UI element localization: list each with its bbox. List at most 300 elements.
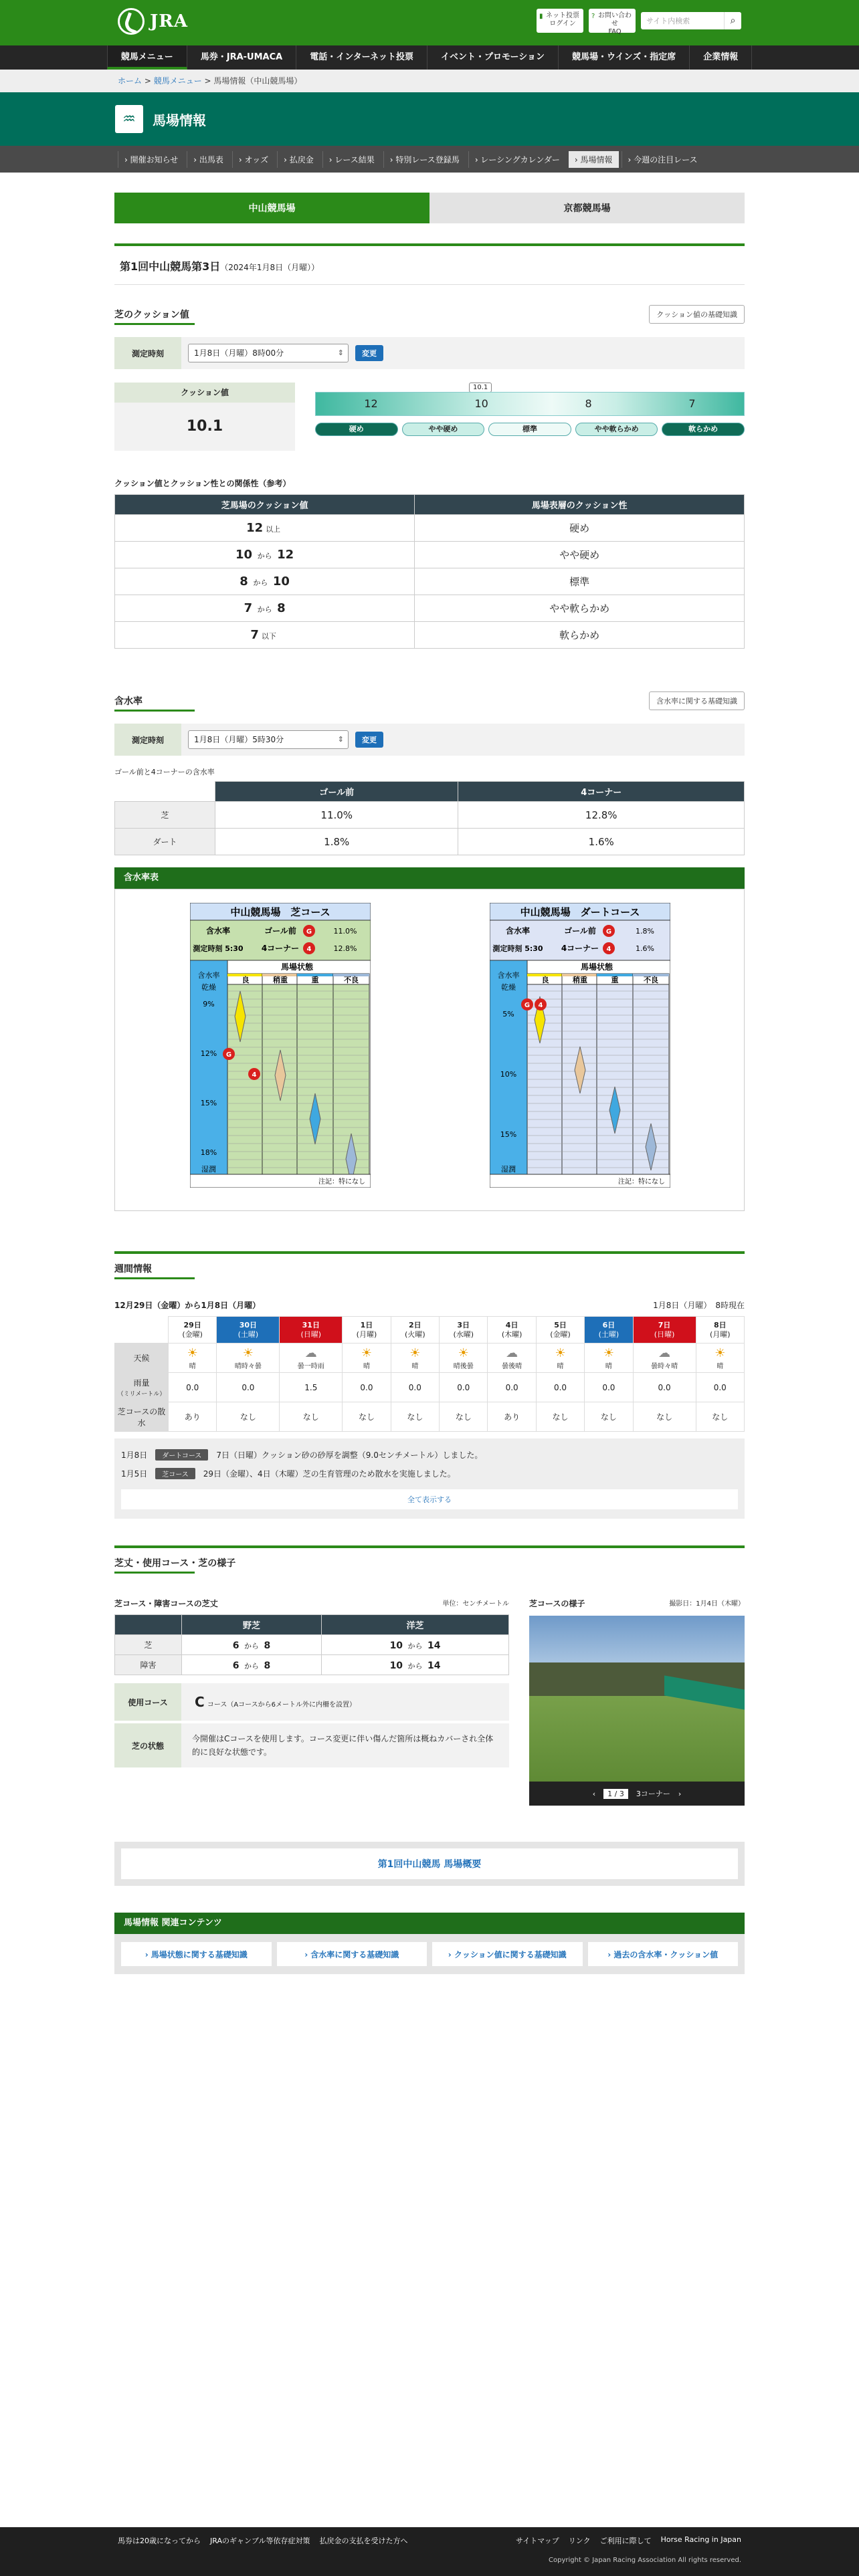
- col-head: 良: [541, 976, 549, 984]
- dry-label: 乾燥: [201, 983, 216, 992]
- footer-link[interactable]: 払戻金の支払を受けた方へ: [319, 2537, 408, 2545]
- goal-badge-text: G: [605, 928, 612, 936]
- turf-row: [115, 1655, 509, 1675]
- cushion-table: 芝馬場のクッション値 馬場表層のクッション性 12 以上 硬め 10 から 12 やや硬め 8 から 10 標準 7 から 8 やや軟らかめ 7 以下 軟らかめ: [114, 494, 745, 649]
- rain-cell: 0.0: [633, 1373, 696, 1402]
- cushion-table-row: [115, 515, 745, 542]
- cushion-tick: 12: [364, 397, 378, 410]
- cushion-feel: やや硬め: [415, 542, 745, 568]
- height-from: から: [405, 1661, 425, 1671]
- turf-height-table: 野芝 洋芝 芝 6 から 8 10 から 14 障害 6 から 8 10 から 14: [114, 1614, 509, 1675]
- day-date: 30日: [239, 1320, 258, 1329]
- range-from: から: [255, 605, 275, 614]
- corner-badge-text: 4: [606, 946, 611, 953]
- related-link-1[interactable]: › 含水率に関する基礎知識: [277, 1942, 427, 1966]
- cushion-range: [115, 542, 415, 568]
- weather-text: 曇一時雨: [297, 1362, 324, 1370]
- moisture-corner: 1.6%: [458, 829, 745, 855]
- state-label: 馬場状態: [280, 962, 314, 972]
- cushion-heading: 芝のクッション値: [114, 308, 745, 325]
- tick-label: 18%: [200, 1148, 217, 1157]
- rain-cell: 0.0: [585, 1373, 633, 1402]
- cushion-feel: 硬め: [415, 515, 745, 542]
- footer-link[interactable]: Horse Racing in Japan: [660, 2535, 741, 2544]
- info-goal-value: 11.0%: [333, 927, 357, 936]
- weather-cell: [280, 1344, 343, 1373]
- day-weekday: (金曜): [550, 1329, 571, 1339]
- search-placeholder: サイト内検索: [646, 17, 690, 25]
- moisture-change-button[interactable]: 変更: [355, 732, 383, 748]
- prev-icon[interactable]: ‹: [592, 1789, 596, 1798]
- turf-height: [322, 1655, 509, 1675]
- weather-text: 晴: [363, 1362, 370, 1370]
- gnav-item-2[interactable]: 電話・インターネット投票: [296, 45, 427, 70]
- sub-nav: [0, 146, 859, 173]
- cushion-table-row: [115, 542, 745, 568]
- range-suffix: 以上: [266, 525, 281, 534]
- weather-cell: [633, 1344, 696, 1373]
- info-goal: ゴール前: [264, 926, 296, 936]
- cushion-tick: 7: [688, 397, 696, 410]
- course-tabs: [114, 193, 745, 223]
- info-corner-value: 1.6%: [636, 944, 654, 953]
- corner-point-text: 4: [538, 1002, 543, 1009]
- tab-nakayama[interactable]: 中山競馬場: [114, 193, 430, 223]
- sun-icon: ☀: [242, 1346, 254, 1360]
- footer-link[interactable]: リンク: [568, 2537, 591, 2545]
- weather-cell: [217, 1344, 280, 1373]
- info-time: 測定時刻 5:30: [492, 944, 543, 953]
- page-title: 馬場情報: [153, 112, 206, 128]
- cushion-table-row: [115, 568, 745, 595]
- cushion-feel: 軟らかめ: [415, 622, 745, 649]
- related-link-2[interactable]: › クッション値に関する基礎知識: [432, 1942, 583, 1966]
- weather-text: 曇後晴: [502, 1362, 522, 1370]
- moisture-goal: 11.0%: [215, 802, 458, 829]
- day-weekday: (日曜): [654, 1329, 675, 1339]
- note-date: 1月8日: [121, 1450, 148, 1460]
- water-cell: なし: [696, 1402, 744, 1432]
- weather-cell: [440, 1344, 488, 1373]
- goal-point-text: G: [524, 1002, 531, 1009]
- cushion-feel: やや軟らかめ: [415, 595, 745, 622]
- cushion-knowledge-button[interactable]: クッション値の基礎知識: [649, 305, 745, 324]
- weather-text: 晴後曇: [453, 1362, 474, 1370]
- main-content: 中山競馬場 京都競馬場 第1回中山競馬第3日（2024年1月8日（月曜）） 芝のクッション値 クッション値の基礎知識 測定時刻 1月8日（月曜）8時00分 ⇕ 変更 クッション値 10.1 10.1 12 10 8 7 硬め やや硬め 標準 やや軟らかめ 軟らかめ クッション値とクッション性との関係性（参考） 芝馬場のクッション値 馬場表層のクッション性 12 以上 硬め 10 から 12 やや硬め 8 から 10 標準 7 から 8 やや軟らかめ 7 以下 軟らかめ 含水率 含水率に関する基礎知識 測定時刻 1月8日（月曜）5時30分 ⇕ 変更 ゴール前と4コーナーの含水率 ゴール前 4コーナー 芝 11.0% 12.8% ダート 1.8% 1.6% 含水率表 中山競馬場 芝コース 含水率 ゴール前 G 11.0% 測定時刻 5:30 4コーナー 4 12.8% 馬場状態 含水率 乾燥 湿潤 良 稍重 重 不良 9% 12% 15% 18% G 4 注記：特になし 中山競馬場 ダートコース 含水率 ゴール前 G 1.8% 測定時刻 5:30 4コーナー 4 1.6% 馬場状態 含水率 乾燥 湿潤 良 稍重 重 不良 5% 10% 15% G 4 注記：特になし 週間情報 12月29日（金曜）から1月8日（月曜） 1月8日（月曜） 8時現在 29日 (金曜) 30日 (土曜) 31日 (日曜) 1日 (月曜) 2日 (火曜) 3日 (水曜) 4日 (木曜) 5日 (金曜) 6日 (土曜) 7日 (日曜) 8日 (月曜) 天候 ☀ 晴 ☀ 晴時々曇 ☁ 曇一時雨 ☀ 晴 ☀ 晴 ☀ 晴後曇 ☁ 曇後晴 ☀ 晴 ☀ 晴 ☁ 曇時々晴 ☀ 晴 雨量 （ミリメートル） 0.0 0.0 1.5 0.0 0.0 0.0 0.0 0.0 0.0 0.0 0.0 芝コースの散水 あり なし なし なし なし なし あり なし なし なし なし 1月8日 ダートコース 7日（日曜）クッション砂の砂厚を調整（9.0センチメートル）しました。 1月5日 芝コース 29日（金曜）、4日（木曜）芝の生育管理のため散水を実施しました。 全て表示する 芝丈・使用コース・芝の様子 芝コース・障害コースの芝丈 単位：センチメートル 野芝 洋芝 芝 6 から 8 10 から 14 障害 6 から 8 10 から 14 使用コース C コース（Aコースから6メートル外に内柵を設置） 芝の状態 今開催はCコースを使用します。コース変更に伴い傷んだ箇所は概ねカバーされ全体的に良好な状態です。 芝コースの様子 撮影日：1月4日（木曜） ‹ 1 / 3 3コーナー › 第1回中山競馬 馬場概要 馬場情報 関連コンテンツ › 馬場状態に関する基礎知識 › 含水率に関する基礎知識 › クッション値に関する基礎知識 › 過去の含水率・クッション値: [114, 193, 745, 1974]
- rain-cell: 0.0: [536, 1373, 584, 1402]
- rain-cell: 0.0: [391, 1373, 439, 1402]
- divider: [114, 243, 745, 246]
- wet-label: 湿潤: [501, 1165, 516, 1174]
- sun-icon: ☀: [187, 1346, 198, 1360]
- sun-icon: ☀: [714, 1346, 726, 1360]
- breadcrumb-menu[interactable]: 競馬メニュー: [153, 76, 202, 86]
- photo-caption: 3コーナー: [636, 1790, 670, 1798]
- day-header: [585, 1317, 633, 1344]
- faq-button[interactable]: [589, 9, 636, 33]
- weather-cell: [169, 1344, 217, 1373]
- footer: [0, 2527, 859, 2576]
- next-icon[interactable]: ›: [678, 1789, 682, 1798]
- rain-cell: 0.0: [217, 1373, 280, 1402]
- weekly-asof: 1月8日（月曜） 8時現在: [653, 1301, 745, 1310]
- gnav-item-1[interactable]: 馬券・JRA-UMACA: [187, 45, 296, 70]
- weather-cell: [696, 1344, 744, 1373]
- cloud-icon: ☁: [658, 1346, 671, 1360]
- search-icon[interactable]: ⌕: [724, 12, 741, 29]
- subnav-item-3[interactable]: › 払戻金: [277, 151, 320, 168]
- global-nav: [0, 45, 859, 70]
- range-value: 8 から 10: [240, 574, 290, 588]
- gnav-item-5[interactable]: 企業情報: [690, 45, 752, 70]
- turf-row-name: 障害: [115, 1655, 182, 1675]
- height-from: から: [242, 1641, 262, 1650]
- subnav-item-7[interactable]: › 馬場情報: [569, 151, 619, 168]
- axis-label: 含水率: [197, 971, 220, 980]
- moisture-caption: ゴール前と4コーナーの含水率: [114, 768, 215, 776]
- gnav-item-0[interactable]: 競馬メニュー: [107, 45, 187, 70]
- day-header: [217, 1317, 280, 1344]
- related-link-3[interactable]: › 過去の含水率・クッション値: [588, 1942, 739, 1966]
- water-cell: あり: [488, 1402, 536, 1432]
- day-weekday: (月曜): [709, 1329, 731, 1339]
- rain-cell: 0.0: [343, 1373, 391, 1402]
- water-cell: なし: [585, 1402, 633, 1432]
- range-from: から: [255, 552, 275, 560]
- turf-height: [182, 1635, 322, 1655]
- water-cell: なし: [280, 1402, 343, 1432]
- day-date: 3日: [457, 1320, 470, 1329]
- day-date: 4日: [505, 1320, 518, 1329]
- summary-box: [114, 1842, 745, 1886]
- moisture-time-select[interactable]: 1月8日（月曜）5時30分 ⇕: [188, 730, 349, 749]
- moist-axis: [190, 960, 227, 1174]
- height-from: から: [242, 1661, 262, 1671]
- info-corner-value: 12.8%: [333, 944, 357, 953]
- subnav-item-5[interactable]: › 特別レース登録馬: [383, 151, 466, 168]
- photo-pager: 1 / 3: [603, 1789, 628, 1799]
- turf-icon: ♒: [115, 105, 143, 133]
- login-button[interactable]: [537, 9, 583, 33]
- turf-row-name: 芝: [115, 1635, 182, 1655]
- cushion-scale-label: やや軟らかめ: [575, 423, 658, 436]
- note-tag: 芝コース: [155, 1468, 195, 1479]
- subnav-item-2[interactable]: › オッズ: [232, 151, 274, 168]
- footer-link[interactable]: サイトマップ: [516, 2537, 559, 2545]
- day-date: 8日: [713, 1320, 727, 1329]
- course-row: 使用コース C コース（Aコースから6メートル外に内柵を設置）: [114, 1683, 509, 1721]
- weather-text: 晴: [189, 1362, 196, 1370]
- day-weekday: (月曜): [356, 1329, 377, 1339]
- day-weekday: (土曜): [598, 1329, 619, 1339]
- info-time: 測定時刻 5:30: [193, 944, 244, 953]
- turf-height: [322, 1635, 509, 1655]
- moisture-course: 芝: [115, 802, 215, 829]
- weekly-table: 29日 (金曜) 30日 (土曜) 31日 (日曜) 1日 (月曜) 2日 (火曜) 3日 (水曜) 4日 (木曜) 5日 (金曜) 6日 (土曜) 7日 (日曜) 8日 (月曜) 天候 ☀ 晴 ☀ 晴時々曇 ☁ 曇一時雨 ☀ 晴 ☀ 晴 ☀ 晴後曇 ☁ 曇後晴 ☀ 晴 ☀ 晴 ☁ 曇時々晴 ☀ 晴 雨量 （ミリメートル） 0.0 0.0 1.5 0.0 0.0 0.0 0.0 0.0 0.0 0.0 0.0 芝コースの散水 あり なし なし なし なし なし あり なし なし なし なし: [114, 1316, 745, 1432]
- col-head: 稍重: [273, 976, 288, 984]
- day-header: [169, 1317, 217, 1344]
- chart-title: 中山競馬場 芝コース: [230, 906, 330, 918]
- gnav-item-4[interactable]: 競馬場・ウインズ・指定席: [559, 45, 690, 70]
- info-goal: ゴール前: [564, 926, 596, 936]
- day-header: [633, 1317, 696, 1344]
- related-link-0[interactable]: › 馬場状態に関する基礎知識: [121, 1942, 272, 1966]
- cushion-value-box: クッション値 10.1: [114, 383, 295, 451]
- range-suffix: 以下: [261, 632, 276, 641]
- weekly-range: 12月29日（金曜）から1月8日（月曜）: [114, 1301, 261, 1310]
- turf-row: [115, 1635, 509, 1655]
- range-value: 10 から 12: [235, 548, 294, 562]
- day-weekday: (日曜): [300, 1329, 322, 1339]
- day-weekday: (木曜): [501, 1329, 522, 1339]
- cushion-scale-label: 標準: [488, 423, 571, 436]
- weekly-note: [121, 1445, 738, 1464]
- turf-moisture-chart: [190, 903, 371, 1188]
- water-cell: なし: [217, 1402, 280, 1432]
- moisture-corner: 12.8%: [458, 802, 745, 829]
- turf-photo: [529, 1616, 745, 1806]
- cloud-icon: ☁: [304, 1346, 317, 1360]
- cushion-scale-label: やや硬め: [402, 423, 485, 436]
- footer-link[interactable]: JRAのギャンブル等依存症対策: [210, 2537, 310, 2545]
- footer-link[interactable]: ご利用に際して: [599, 2537, 652, 2545]
- rain-cell: 0.0: [440, 1373, 488, 1402]
- weather-cell: [585, 1344, 633, 1373]
- col-head: 不良: [644, 976, 658, 984]
- water-cell: なし: [536, 1402, 584, 1432]
- height-value: 6 から 8: [232, 1660, 271, 1671]
- water-cell: なし: [343, 1402, 391, 1432]
- range-value: 7 から 8: [244, 601, 286, 615]
- moisture-knowledge-button[interactable]: 含水率に関する基礎知識: [649, 691, 745, 710]
- summary-link[interactable]: 第1回中山競馬 馬場概要: [121, 1848, 738, 1879]
- note-tag: ダートコース: [155, 1449, 208, 1461]
- moisture-charts: [114, 889, 745, 1211]
- moisture-row: [115, 829, 745, 855]
- dry-label: 乾燥: [501, 983, 516, 992]
- related-heading: 馬場情報 関連コンテンツ: [114, 1913, 745, 1934]
- day-header: [343, 1317, 391, 1344]
- cushion-change-button[interactable]: 変更: [355, 345, 383, 361]
- water-cell: なし: [440, 1402, 488, 1432]
- logo-icon: [118, 8, 145, 35]
- weather-text: 晴: [557, 1362, 564, 1370]
- day-date: 7日: [658, 1320, 671, 1329]
- jra-logo[interactable]: [118, 8, 188, 35]
- sun-icon: ☀: [603, 1346, 614, 1360]
- cushion-time-select[interactable]: 1月8日（月曜）8時00分 ⇕: [188, 344, 349, 362]
- subnav-item-0[interactable]: › 開催お知らせ: [118, 151, 184, 168]
- breadcrumb: ホーム > 競馬メニュー > 馬場情報（中山競馬場）: [0, 70, 859, 92]
- height-value: 10 から 14: [389, 1660, 441, 1671]
- day-weekday: (金曜): [182, 1329, 203, 1339]
- cushion-value: 10.1: [186, 418, 223, 435]
- weather-text: 晴: [717, 1362, 724, 1370]
- day-header: [440, 1317, 488, 1344]
- tick-label: 9%: [203, 1000, 215, 1008]
- chart-note: 注記：特になし: [318, 1178, 365, 1186]
- info-label: 含水率: [505, 926, 531, 936]
- rain-cell: 1.5: [280, 1373, 343, 1402]
- info-goal-value: 1.8%: [636, 927, 654, 936]
- height-from: から: [405, 1641, 425, 1650]
- cushion-measure-row: [114, 337, 745, 369]
- tick-label: 12%: [200, 1049, 217, 1058]
- weather-text: 晴: [411, 1362, 419, 1370]
- height-value: 6 から 8: [232, 1640, 271, 1651]
- tick-label: 10%: [500, 1070, 517, 1079]
- weather-cell: [343, 1344, 391, 1373]
- day-header: [488, 1317, 536, 1344]
- cushion-table-row: [115, 622, 745, 649]
- subnav-item-8[interactable]: › 今週の注目レース: [622, 151, 704, 168]
- day-date: 29日: [183, 1320, 201, 1329]
- faq-label: お問い合わせ FAQ: [598, 12, 632, 35]
- moisture-goal: 1.8%: [215, 829, 458, 855]
- breadcrumb-home[interactable]: ホーム: [118, 76, 142, 86]
- cushion-range: [115, 568, 415, 595]
- water-cell: なし: [391, 1402, 439, 1432]
- goal-badge-text: G: [306, 928, 312, 936]
- rain-cell: 0.0: [488, 1373, 536, 1402]
- cushion-range: [115, 622, 415, 649]
- question-icon: ?: [591, 13, 595, 20]
- axis-label: 含水率: [497, 971, 520, 980]
- page-header: [0, 92, 859, 146]
- cushion-scale: [315, 383, 745, 451]
- weather-text: 晴: [605, 1362, 612, 1370]
- sun-icon: ☀: [409, 1346, 421, 1360]
- weekly-notes: [114, 1438, 745, 1519]
- col-head: 重: [611, 976, 619, 984]
- cushion-table-caption: クッション値とクッション性との関係性（参考）: [114, 479, 291, 488]
- cushion-table-row: [115, 595, 745, 622]
- subnav-item-4[interactable]: › レース結果: [322, 151, 381, 168]
- search-input[interactable]: [641, 12, 741, 29]
- cushion-marker: 10.1: [469, 383, 492, 393]
- weather-cell: [536, 1344, 584, 1373]
- note-text: 7日（日曜）クッション砂の砂厚を調整（9.0センチメートル）しました。: [216, 1450, 483, 1460]
- rain-cell: 0.0: [696, 1373, 744, 1402]
- cushion-tick: 8: [585, 397, 592, 410]
- cushion-range: [115, 515, 415, 542]
- show-all-button[interactable]: 全て表示する: [121, 1489, 738, 1509]
- col-head: 重: [311, 976, 319, 984]
- sun-icon: ☀: [555, 1346, 566, 1360]
- breadcrumb-current: 馬場情報（中山競馬場）: [213, 76, 302, 86]
- gnav-item-3[interactable]: イベント・プロモーション: [427, 45, 559, 70]
- col-head: 不良: [344, 976, 359, 984]
- range-value: 12 以上: [246, 521, 283, 535]
- cushion-scale-label: 軟らかめ: [662, 423, 745, 436]
- corner-point-text: 4: [252, 1071, 257, 1079]
- tick-label: 15%: [500, 1130, 517, 1139]
- weekly-note: [121, 1464, 738, 1483]
- moisture-chart-bar: 含水率表: [114, 867, 745, 889]
- info-corner: 4コーナー: [561, 944, 599, 953]
- day-date: 5日: [554, 1320, 567, 1329]
- measure-label: 測定時刻: [114, 337, 181, 369]
- range-from: から: [250, 578, 270, 587]
- cushion-feel: 標準: [415, 568, 745, 595]
- tab-kyoto[interactable]: 京都競馬場: [430, 193, 745, 223]
- corner-badge-text: 4: [306, 946, 312, 953]
- chart-note: 注記：特になし: [618, 1178, 665, 1186]
- day-date: 6日: [602, 1320, 615, 1329]
- weather-cell: [391, 1344, 439, 1373]
- day-date: 2日: [409, 1320, 421, 1329]
- lock-icon: ▮: [539, 13, 543, 20]
- moisture-course: ダート: [115, 829, 215, 855]
- moisture-measure-row: 測定時刻 1月8日（月曜）5時30分 ⇕ 変更: [114, 724, 745, 756]
- tick-label: 5%: [502, 1010, 514, 1018]
- day-header: [696, 1317, 744, 1344]
- meeting-title: 第1回中山競馬第3日（2024年1月8日（月曜））: [120, 260, 320, 273]
- wet-label: 湿潤: [201, 1165, 216, 1174]
- cloud-icon: ☁: [506, 1346, 518, 1360]
- moisture-heading: 含水率: [114, 694, 745, 712]
- goal-point-text: G: [225, 1051, 232, 1059]
- day-header: [536, 1317, 584, 1344]
- footer-link[interactable]: 馬券は20歳になってから: [118, 2537, 201, 2545]
- day-weekday: (火曜): [405, 1329, 425, 1339]
- range-value: 7 以下: [250, 628, 279, 642]
- weather-cell: [488, 1344, 536, 1373]
- cushion-tick: 10: [474, 397, 488, 410]
- day-header: [280, 1317, 343, 1344]
- condition-row: 芝の状態 今開催はCコースを使用します。コース変更に伴い傷んだ箇所は概ねカバーされ全体的に良好な状態です。: [114, 1723, 509, 1767]
- rain-cell: 0.0: [169, 1373, 217, 1402]
- turf-height: [182, 1655, 322, 1675]
- subnav-item-1[interactable]: › 出馬表: [187, 151, 229, 168]
- day-date: 1日: [360, 1320, 373, 1329]
- related-links: [114, 1934, 745, 1974]
- tick-label: 15%: [200, 1099, 217, 1107]
- subnav-item-6[interactable]: › レーシングカレンダー: [468, 151, 566, 168]
- site-header: [0, 0, 859, 45]
- sun-icon: ☀: [361, 1346, 373, 1360]
- moist-axis: [490, 960, 527, 1174]
- login-label: ネット投票 ログイン: [546, 12, 579, 27]
- logo-text: JRA: [150, 11, 189, 31]
- turf-heading: 芝丈・使用コース・芝の様子: [114, 1556, 745, 1574]
- state-label: 馬場状態: [580, 962, 613, 972]
- water-cell: なし: [633, 1402, 696, 1432]
- day-weekday: (水曜): [453, 1329, 474, 1339]
- chart-title: 中山競馬場 ダートコース: [520, 906, 640, 918]
- note-text: 29日（金曜）、4日（木曜）芝の生育管理のため散水を実施しました。: [203, 1469, 456, 1479]
- height-value: 10 から 14: [389, 1640, 441, 1651]
- day-weekday: (土曜): [237, 1329, 259, 1339]
- copyright: Copyright © Japan Racing Association All rights reserved.: [549, 2557, 741, 2564]
- info-label: 含水率: [205, 926, 231, 936]
- cushion-range: [115, 595, 415, 622]
- weather-text: 晴時々曇: [234, 1362, 262, 1370]
- note-date: 1月5日: [121, 1469, 148, 1479]
- day-date: 31日: [302, 1320, 320, 1329]
- weekly-heading: 週間情報: [114, 1262, 745, 1279]
- water-cell: あり: [169, 1402, 217, 1432]
- dirt-moisture-chart: [490, 903, 670, 1188]
- weather-text: 曇時々晴: [651, 1362, 678, 1370]
- moisture-row: [115, 802, 745, 829]
- info-corner: 4コーナー: [261, 944, 300, 953]
- sun-icon: ☀: [458, 1346, 469, 1360]
- col-head: 良: [242, 976, 250, 984]
- col-head: 稍重: [573, 976, 587, 984]
- day-header: [391, 1317, 439, 1344]
- cushion-scale-label: 硬め: [315, 423, 398, 436]
